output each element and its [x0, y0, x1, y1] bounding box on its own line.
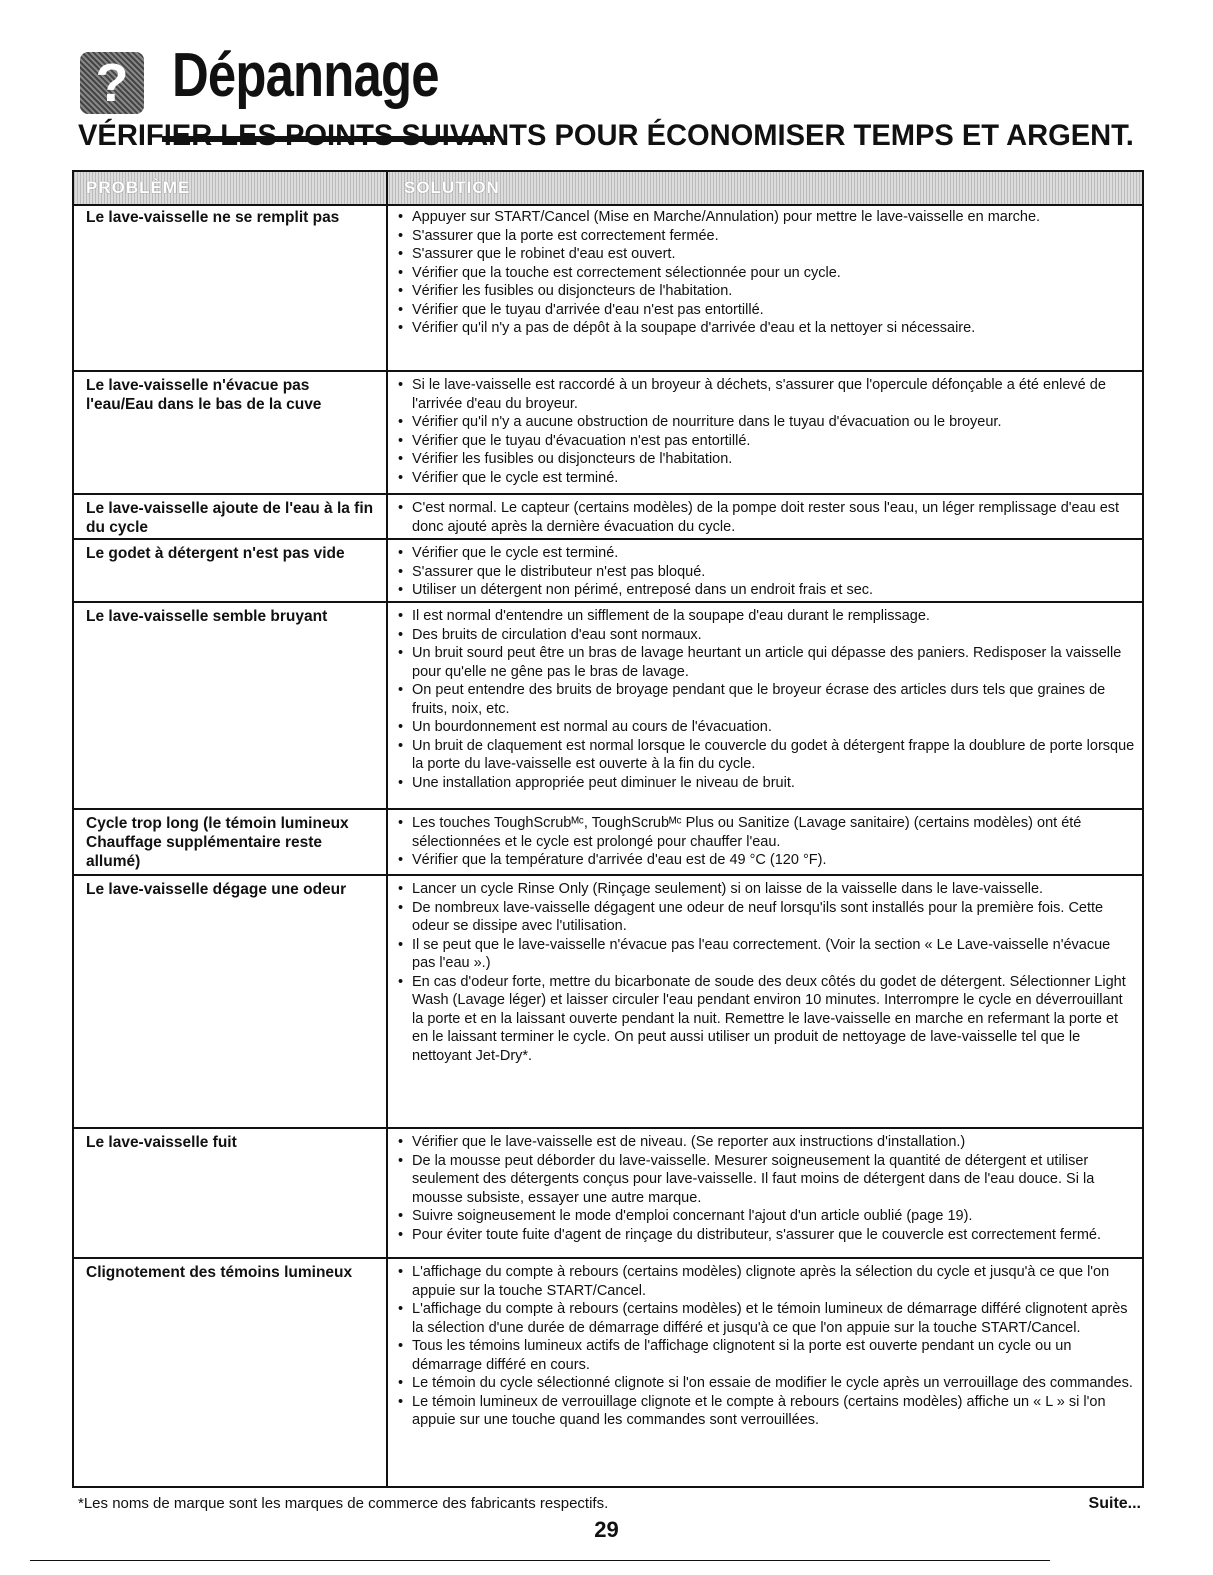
- problem-cell: Le lave-vaisselle ajoute de l'eau à la fin du cycle: [86, 500, 374, 536]
- solution-item: • Vérifier que la touche est correctement sélectionnée pour un cycle.: [396, 264, 1136, 283]
- table-row: [74, 495, 1142, 540]
- table-row: [74, 1129, 1142, 1259]
- solution-item: • Un bruit sourd peut être un bras de lavage heurtant un article qui dépasse des paniers. Redisposer la vaisselle pour qu'elle ne gêne pas le bras de lavage.: [396, 644, 1136, 681]
- solution-item: • Vérifier qu'il n'y a pas de dépôt à la soupape d'arrivée d'eau et la nettoyer si nécessaire.: [396, 319, 1136, 338]
- solution-item: • Vérifier les fusibles ou disjoncteurs de l'habitation.: [396, 450, 1136, 469]
- solution-list: [396, 607, 1136, 792]
- solution-item: • En cas d'odeur forte, mettre du bicarbonate de soude des deux côtés du godet de détergent. Sélectionner Light Wash (Lavage léger) et laisser circuler l'eau pendant environ 10 minutes. Interrompre le cycle en déverrouillant la porte et en la laissant ouverte pendant la nuit. Remettre le lave-vaisselle en marche en refermant la porte et en le laissant terminer le cycle. On peut aussi utiliser un produit de nettoyage de lave-vaisselle tel que le nettoyant Jet-Dry*.: [396, 973, 1136, 1066]
- solution-item: • S'assurer que le robinet d'eau est ouvert.: [396, 245, 1136, 264]
- question-mark-icon: ?: [80, 52, 144, 114]
- table-row: [74, 810, 1142, 876]
- column-header-problem: PROBLÈME: [86, 178, 191, 197]
- solution-item: • Vérifier que la température d'arrivée d'eau est de 49 °C (120 °F).: [396, 851, 1136, 870]
- solution-item: • Un bruit de claquement est normal lorsque le couvercle du godet à détergent frappe la doublure de porte lorsque la porte du lave-vaisselle est ouverte à la fin du cycle.: [396, 737, 1136, 774]
- solution-item: • L'affichage du compte à rebours (certains modèles) clignote après la sélection du cycle et jusqu'à ce que l'on appuie sur la touche START/Cancel.: [396, 1263, 1136, 1300]
- problem-cell: Le godet à détergent n'est pas vide: [86, 545, 345, 562]
- solution-item: • Vérifier les fusibles ou disjoncteurs de l'habitation.: [396, 282, 1136, 301]
- solution-item: • Des bruits de circulation d'eau sont normaux.: [396, 626, 1136, 645]
- column-header-solution: SOLUTION: [404, 178, 500, 197]
- solution-item: • Une installation appropriée peut diminuer le niveau de bruit.: [396, 774, 1136, 793]
- solution-item: • Les touches ToughScrubᴹᶜ, ToughScrubᴹᶜ Plus ou Sanitize (Lavage sanitaire) (certains modèles) ont été sélectionnées et le cycle est prolongé pour chauffer l'eau.: [396, 814, 1136, 851]
- solution-item: • Il se peut que le lave-vaisselle n'évacue pas l'eau correctement. (Voir la section « Le Lave-vaisselle n'évacue pas l'eau ».): [396, 936, 1136, 973]
- solution-item: • Vérifier que le cycle est terminé.: [396, 544, 1136, 563]
- table-row: [74, 603, 1142, 810]
- solution-item: • C'est normal. Le capteur (certains modèles) de la pompe doit rester sous l'eau, un léger remplissage d'eau est donc ajouté après la dernière évacuation du cycle.: [396, 499, 1136, 536]
- bottom-rule: [30, 1560, 1050, 1561]
- solution-item: • Vérifier que le cycle est terminé.: [396, 469, 1136, 488]
- solution-list: [396, 1133, 1136, 1244]
- problem-cell: Clignotement des témoins lumineux: [86, 1264, 353, 1281]
- solution-list: [396, 208, 1136, 338]
- table-row: [74, 540, 1142, 603]
- solution-item: • Lancer un cycle Rinse Only (Rinçage seulement) si on laisse de la vaisselle dans le lave-vaisselle.: [396, 880, 1136, 899]
- solution-item: • Vérifier que le tuyau d'évacuation n'est pas entortillé.: [396, 432, 1136, 451]
- solution-item: • Il est normal d'entendre un sifflement de la soupape d'eau durant le remplissage.: [396, 607, 1136, 626]
- solution-item: • On peut entendre des bruits de broyage pendant que le broyeur écrase des articles durs tels que graines de fruits, noix, etc.: [396, 681, 1136, 718]
- problem-cell: Le lave-vaisselle fuit: [86, 1134, 237, 1151]
- solution-item: • S'assurer que le distributeur n'est pas bloqué.: [396, 563, 1136, 582]
- solution-item: • Le témoin lumineux de verrouillage clignote et le compte à rebours (certains modèles) affiche un « L » si l'on appuie sur une touche quand les commandes sont verrouillées.: [396, 1393, 1136, 1430]
- solution-item: • Tous les témoins lumineux actifs de l'affichage clignotent si la porte est ouverte pendant un cycle ou un démarrage différé en cours.: [396, 1337, 1136, 1374]
- page-subtitle: VÉRIFIER LES POINTS SUIVANTS POUR ÉCONOMISER TEMPS ET ARGENT.: [78, 119, 1134, 152]
- solution-list: [396, 499, 1136, 536]
- solution-item: • Pour éviter toute fuite d'agent de rinçage du distributeur, s'assurer que le couvercle est correctement fermé.: [396, 1226, 1136, 1245]
- solution-list: [396, 814, 1136, 870]
- solution-item: • L'affichage du compte à rebours (certains modèles) et le témoin lumineux de démarrage différé clignotent après la sélection d'une durée de démarrage différé et jusqu'à ce que l'on appuie sur la touche START/Cancel.: [396, 1300, 1136, 1337]
- table-row: [74, 204, 1142, 372]
- problem-cell: Le lave-vaisselle dégage une odeur: [86, 881, 347, 898]
- continued-label: Suite...: [1088, 1495, 1141, 1512]
- page-title: Dépannage: [172, 41, 439, 110]
- solution-item: • Utiliser un détergent non périmé, entreposé dans un endroit frais et sec.: [396, 581, 1136, 600]
- solution-item: • De la mousse peut déborder du lave-vaisselle. Mesurer soigneusement la quantité de détergent et utiliser seulement des détergents conçus pour lave-vaisselle. Il faut moins de détergent dans de l'eau douce. Si la mousse subsiste, essayer une autre marque.: [396, 1152, 1136, 1208]
- table-row: [74, 876, 1142, 1129]
- solution-list: [396, 376, 1136, 487]
- footnote: *Les noms de marque sont les marques de commerce des fabricants respectifs.: [78, 1495, 609, 1512]
- problem-cell: Le lave-vaisselle ne se remplit pas: [86, 209, 340, 226]
- solution-list: [396, 880, 1136, 1065]
- solution-item: • Suivre soigneusement le mode d'emploi concernant l'ajout d'un article oublié (page 19).: [396, 1207, 1136, 1226]
- solution-item: • Vérifier qu'il n'y a aucune obstruction de nourriture dans le tuyau d'évacuation ou le broyeur.: [396, 413, 1136, 432]
- solution-item: • Vérifier que le lave-vaisselle est de niveau. (Se reporter aux instructions d'installation.): [396, 1133, 1136, 1152]
- solution-item: • S'assurer que la porte est correctement fermée.: [396, 227, 1136, 246]
- solution-list: [396, 544, 1136, 600]
- solution-item: • De nombreux lave-vaisselle dégagent une odeur de neuf lorsqu'ils sont installés pour la première fois. Cette odeur se dissipe avec l'utilisation.: [396, 899, 1136, 936]
- solution-item: • Un bourdonnement est normal au cours de l'évacuation.: [396, 718, 1136, 737]
- problem-cell: Cycle trop long (le témoin lumineux Chauffage supplémentaire reste allumé): [86, 815, 349, 870]
- table-header: [74, 172, 1142, 206]
- solution-item: • Appuyer sur START/Cancel (Mise en Marche/Annulation) pour mettre le lave-vaisselle en marche.: [396, 208, 1136, 227]
- solution-list: [396, 1263, 1136, 1430]
- solution-item: • Vérifier que le tuyau d'arrivée d'eau n'est pas entortillé.: [396, 301, 1136, 320]
- table-row: [74, 372, 1142, 495]
- troubleshooting-table: [72, 170, 1144, 1488]
- solution-item: • Si le lave-vaisselle est raccordé à un broyeur à déchets, s'assurer que l'opercule défonçable a été enlevé de l'arrivée d'eau du broyeur.: [396, 376, 1136, 413]
- table-row: [74, 1259, 1142, 1487]
- problem-cell: Le lave-vaisselle n'évacue pas l'eau/Eau dans le bas de la cuve: [86, 377, 322, 413]
- solution-item: • Le témoin du cycle sélectionné clignote si l'on essaie de modifier le cycle après un verrouillage des commandes.: [396, 1374, 1136, 1393]
- page-number: 29: [594, 1517, 619, 1542]
- problem-cell: Le lave-vaisselle semble bruyant: [86, 608, 328, 625]
